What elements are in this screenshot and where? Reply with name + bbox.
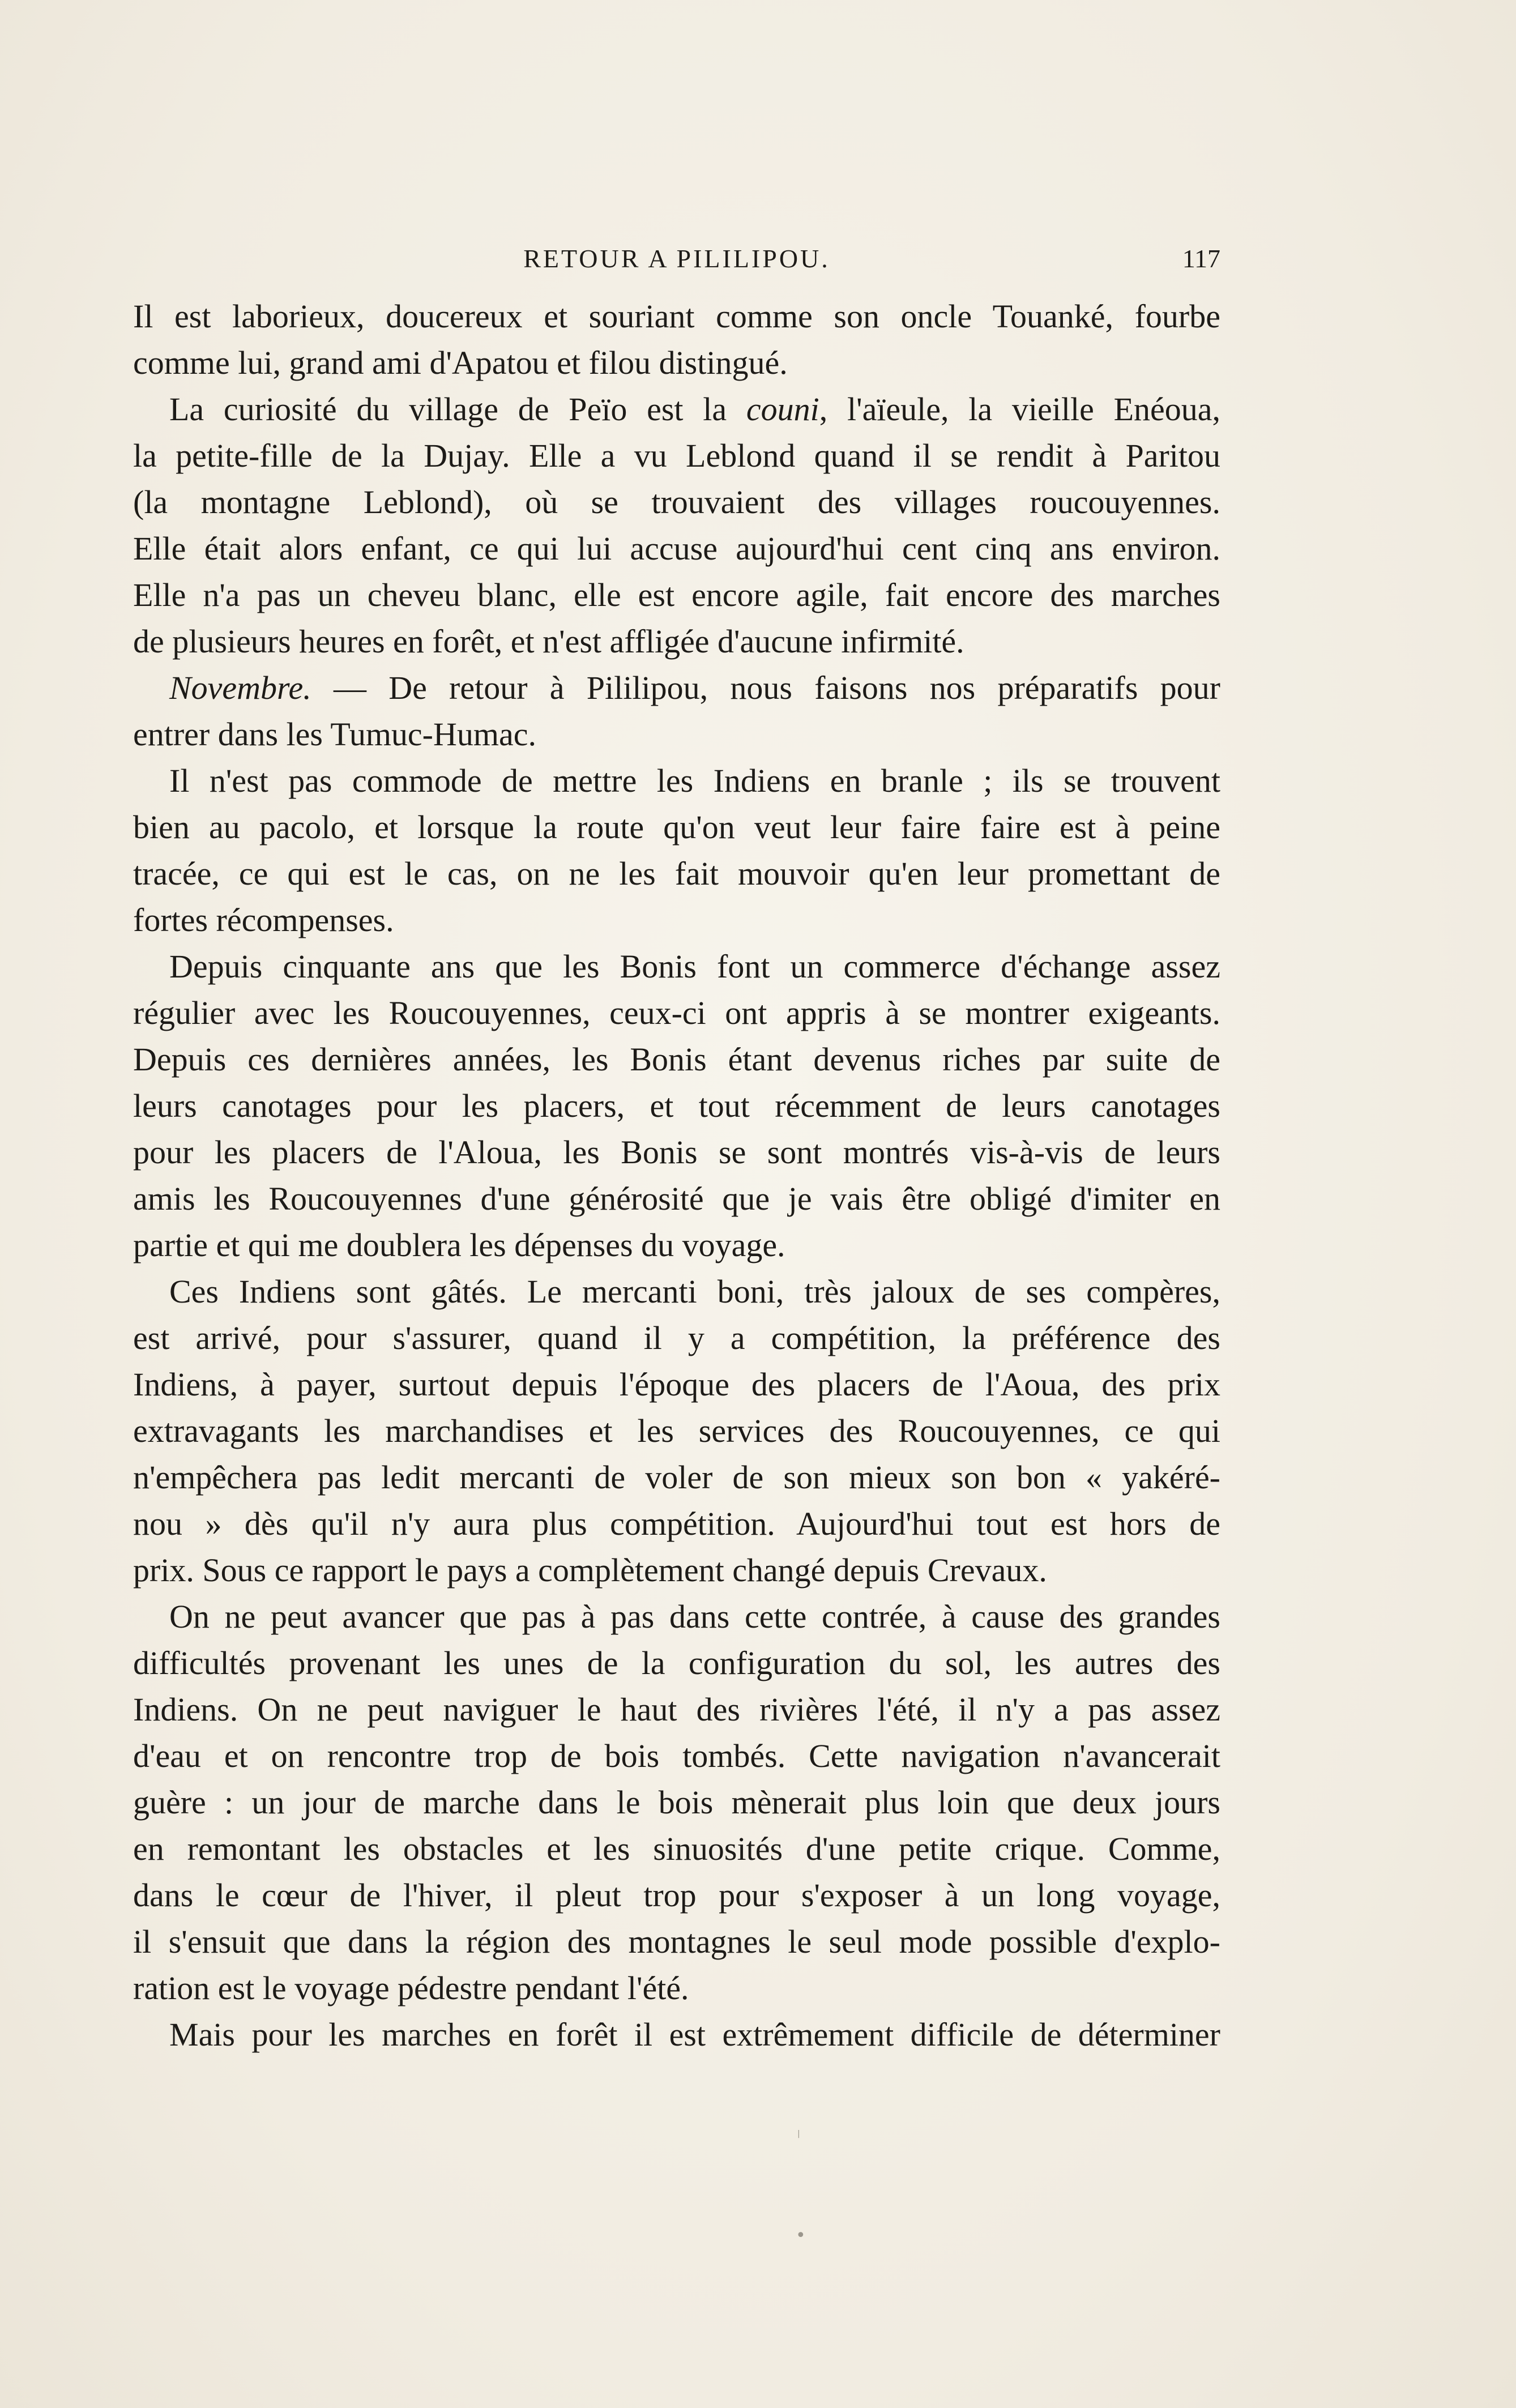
paragraph xyxy=(133,665,1220,758)
text-segment: entrer dans les Tumuc-Humac. xyxy=(133,716,536,753)
paragraph xyxy=(133,2012,1220,2058)
text-segment: Depuis ces dernières années, les Bonis étant devenus riches par suite de xyxy=(133,1041,1220,1078)
text-line xyxy=(133,479,1220,526)
text-segment: d'eau et on rencontre trop de bois tombés. Cette navigation n'avancerait xyxy=(133,1737,1220,1774)
text-segment: Il n'est pas commode de mettre les Indiens en branle ; ils se trouvent xyxy=(169,762,1220,799)
text-segment: , l'aïeule, la vieille Enéoua, xyxy=(819,391,1220,428)
text-segment: Indiens, à payer, surtout depuis l'époque des placers de l'Aoua, des prix xyxy=(133,1366,1220,1403)
running-head: RETOUR A PILILIPOU. xyxy=(523,244,830,273)
text-segment: Mais pour les marches en forêt il est extrêmement difficile de déterminer xyxy=(169,2016,1220,2053)
text-segment: bien au pacolo, et lorsque la route qu'on veut leur faire faire est à peine xyxy=(133,809,1220,846)
text-line xyxy=(133,943,1220,990)
text-line xyxy=(133,526,1220,572)
text-segment: ration est le voyage pédestre pendant l'été. xyxy=(133,1970,689,2006)
text-line xyxy=(133,851,1220,897)
text-segment: partie et qui me doublera les dépenses du voyage. xyxy=(133,1227,785,1263)
text-segment: — De retour à Pililipou, nous faisons nos préparatifs pour xyxy=(311,669,1220,706)
text-line xyxy=(133,1594,1220,1640)
body-text xyxy=(133,293,1220,2058)
page-number: 117 xyxy=(1182,244,1220,273)
text-line xyxy=(133,618,1220,665)
text-segment: en remontant les obstacles et les sinuosités d'une petite crique. Comme, xyxy=(133,1830,1220,1867)
text-line xyxy=(133,1454,1220,1501)
text-line xyxy=(133,386,1220,433)
text-segment: guère : un jour de marche dans le bois mènerait plus loin que deux jours xyxy=(133,1784,1220,1821)
paragraph xyxy=(133,943,1220,1269)
paragraph xyxy=(133,386,1220,665)
text-segment: Depuis cinquante ans que les Bonis font un commerce d'échange assez xyxy=(169,948,1220,985)
text-line xyxy=(133,433,1220,479)
text-line xyxy=(133,1222,1220,1269)
text-line xyxy=(133,1036,1220,1083)
text-line xyxy=(133,804,1220,851)
text-line xyxy=(133,1408,1220,1454)
text-line xyxy=(133,897,1220,943)
paragraph xyxy=(133,1594,1220,2012)
text-segment: est arrivé, pour s'assurer, quand il y a compétition, la préférence des xyxy=(133,1320,1220,1356)
scan-speck-icon: | xyxy=(797,2129,800,2138)
text-line xyxy=(133,1687,1220,1733)
text-line xyxy=(133,1176,1220,1222)
text-line xyxy=(133,1501,1220,1547)
text-line xyxy=(133,1269,1220,1315)
text-segment: fortes récompenses. xyxy=(133,902,394,938)
text-segment: pour les placers de l'Aloua, les Bonis se sont montrés vis-à-vis de leurs xyxy=(133,1134,1220,1171)
paragraph xyxy=(133,758,1220,943)
paragraph xyxy=(133,293,1220,386)
text-line xyxy=(133,1779,1220,1826)
text-segment: dans le cœur de l'hiver, il pleut trop pour s'exposer à un long voyage, xyxy=(133,1877,1220,1914)
text-line xyxy=(133,2012,1220,2058)
text-segment: n'empêchera pas ledit mercanti de voler de son mieux son bon « yakéré- xyxy=(133,1459,1220,1496)
text-segment: il s'ensuit que dans la région des montagnes le seul mode possible d'explo- xyxy=(133,1923,1220,1960)
text-line xyxy=(133,572,1220,618)
text-line xyxy=(133,1640,1220,1687)
text-segment: Elle était alors enfant, ce qui lui accuse aujourd'hui cent cinq ans environ. xyxy=(133,530,1220,567)
text-line xyxy=(133,1872,1220,1919)
text-line xyxy=(133,665,1220,711)
text-line xyxy=(133,1919,1220,1965)
text-line xyxy=(133,758,1220,804)
text-line xyxy=(133,1965,1220,2012)
text-segment: Indiens. On ne peut naviguer le haut des rivières l'été, il n'y a pas assez xyxy=(133,1691,1220,1728)
text-line xyxy=(133,1129,1220,1176)
text-line xyxy=(133,711,1220,758)
text-line xyxy=(133,1733,1220,1779)
text-line xyxy=(133,293,1220,340)
text-segment: comme lui, grand ami d'Apatou et filou distingué. xyxy=(133,344,788,381)
text-segment: leurs canotages pour les placers, et tout récemment de leurs canotages xyxy=(133,1087,1220,1124)
text-segment: amis les Roucouyennes d'une générosité que je vais être obligé d'imiter en xyxy=(133,1180,1220,1217)
page-header xyxy=(133,239,1220,279)
text-segment: tracée, ce qui est le cas, on ne les fait mouvoir qu'en leur promettant de xyxy=(133,855,1220,892)
text-segment: (la montagne Leblond), où se trouvaient des villages roucouyennes. xyxy=(133,484,1220,520)
text-segment: nou » dès qu'il n'y aura plus compétition. Aujourd'hui tout est hors de xyxy=(133,1505,1220,1542)
text-line xyxy=(133,990,1220,1036)
text-segment: la petite-fille de la Dujay. Elle a vu Leblond quand il se rendit à Paritou xyxy=(133,437,1220,474)
text-segment: On ne peut avancer que pas à pas dans cette contrée, à cause des grandes xyxy=(169,1598,1220,1635)
text-segment: extravagants les marchandises et les services des Roucouyennes, ce qui xyxy=(133,1412,1220,1449)
italic-text: couni xyxy=(746,391,819,428)
text-line xyxy=(133,1315,1220,1361)
text-segment: Elle n'a pas un cheveu blanc, elle est encore agile, fait encore des marches xyxy=(133,577,1220,613)
text-segment: prix. Sous ce rapport le pays a complètement changé depuis Crevaux. xyxy=(133,1552,1047,1589)
italic-text: Novembre. xyxy=(169,669,311,706)
paragraph xyxy=(133,1269,1220,1594)
text-segment: Ces Indiens sont gâtés. Le mercanti boni, très jaloux de ses compères, xyxy=(169,1273,1220,1310)
text-line xyxy=(133,1083,1220,1129)
text-segment: Il est laborieux, doucereux et souriant comme son oncle Touanké, fourbe xyxy=(133,298,1220,335)
text-segment: de plusieurs heures en forêt, et n'est affligée d'aucune infirmité. xyxy=(133,623,964,660)
text-line xyxy=(133,1547,1220,1594)
text-segment: difficultés provenant les unes de la configuration du sol, les autres des xyxy=(133,1645,1220,1681)
scan-speck-icon: • xyxy=(796,2226,806,2245)
text-line xyxy=(133,340,1220,386)
text-segment: régulier avec les Roucouyennes, ceux-ci ont appris à se montrer exigeants. xyxy=(133,994,1220,1031)
text-segment: La curiosité du village de Peïo est la xyxy=(169,391,746,428)
text-line xyxy=(133,1826,1220,1872)
text-line xyxy=(133,1361,1220,1408)
